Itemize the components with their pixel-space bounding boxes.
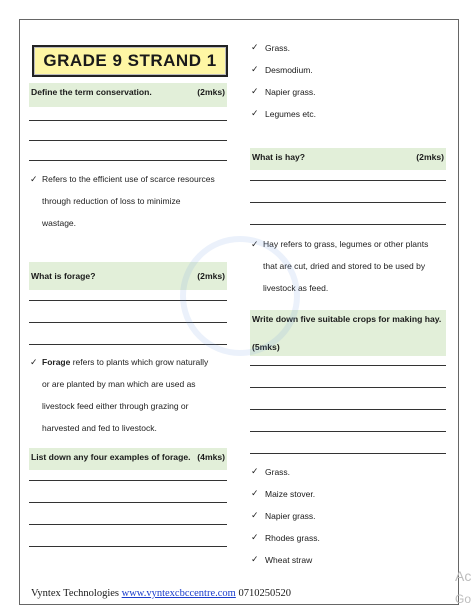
question-text: What is hay? xyxy=(252,152,306,162)
question-text: List down any four examples of forage. xyxy=(31,452,191,462)
question-text: What is forage? xyxy=(31,271,96,281)
answer-line xyxy=(29,120,227,121)
check-icon: ✓ xyxy=(251,239,259,249)
check-icon: ✓ xyxy=(30,174,38,184)
check-icon: ✓ xyxy=(251,108,259,118)
answer-line xyxy=(250,431,446,432)
question-hay xyxy=(250,148,446,170)
answer-line xyxy=(29,300,227,301)
worksheet-page xyxy=(19,19,459,605)
question-conservation xyxy=(29,83,227,107)
list-item: ✓ Legumes etc. xyxy=(251,108,317,119)
check-icon: ✓ xyxy=(251,64,259,74)
check-icon: ✓ xyxy=(251,554,259,564)
footer xyxy=(31,588,291,599)
question-marks: (2mks) xyxy=(416,152,444,162)
answer-line xyxy=(29,524,227,525)
answer-line xyxy=(250,224,446,225)
answer-hay: ✓ Hay refers to grass, legumes or other plants that are cut, dried and stored to be used by livestock as feed. xyxy=(251,233,456,299)
activate-windows-text: Ac xyxy=(455,568,472,584)
list-item: ✓ Rhodes grass. xyxy=(251,532,320,543)
question-forage-examples xyxy=(29,448,227,470)
question-marks: (4mks) xyxy=(197,452,225,462)
answer-line xyxy=(29,160,227,161)
question-text: Write down five suitable crops for making hay. xyxy=(252,314,442,324)
answer-conservation: ✓ Refers to the efficient use of scarce resources through reduction of loss to minimize wastage. xyxy=(30,168,230,234)
check-icon: ✓ xyxy=(251,532,259,542)
list-item: ✓ Grass. xyxy=(251,466,291,477)
answer-line xyxy=(29,140,227,141)
answer-line xyxy=(29,344,227,345)
footer-link[interactable]: www.vyntexcbccentre.com xyxy=(121,588,236,599)
answer-forage: ✓ Forage refers to plants which grow naturally or are planted by man which are used as livestock feed either through grazing or harvested and fed to livestock. xyxy=(30,351,235,439)
list-item: ✓ Napier grass. xyxy=(251,510,316,521)
answer-line xyxy=(250,453,446,454)
answer-line xyxy=(250,202,446,203)
page-title: GRADE 9 STRAND 1 xyxy=(32,45,228,77)
answer-line xyxy=(29,480,227,481)
check-icon: ✓ xyxy=(251,510,259,520)
question-forage xyxy=(29,262,227,290)
check-icon: ✓ xyxy=(251,42,259,52)
check-icon: ✓ xyxy=(251,466,259,476)
check-icon: ✓ xyxy=(251,86,259,96)
answer-line xyxy=(29,502,227,503)
answer-line xyxy=(250,409,446,410)
answer-line xyxy=(250,180,446,181)
question-hay-crops xyxy=(250,310,446,356)
answer-line xyxy=(250,365,446,366)
question-marks: (2mks) xyxy=(197,87,225,97)
question-marks: (5mks) xyxy=(252,342,280,352)
answer-line xyxy=(250,387,446,388)
answer-line xyxy=(29,322,227,323)
list-item: ✓ Grass. xyxy=(251,42,291,53)
activate-windows-subtext: Go xyxy=(455,592,472,606)
answer-line xyxy=(29,546,227,547)
list-item: ✓ Maize stover. xyxy=(251,488,316,499)
check-icon: ✓ xyxy=(251,488,259,498)
footer-phone: 0710250520 xyxy=(238,588,291,599)
question-marks: (2mks) xyxy=(197,271,225,281)
footer-company: Vyntex Technologies xyxy=(31,588,120,599)
list-item: ✓ Desmodium. xyxy=(251,64,313,75)
list-item: ✓ Wheat straw xyxy=(251,554,313,565)
check-icon: ✓ xyxy=(30,357,38,367)
list-item: ✓ Napier grass. xyxy=(251,86,316,97)
question-text: Define the term conservation. xyxy=(31,87,152,97)
